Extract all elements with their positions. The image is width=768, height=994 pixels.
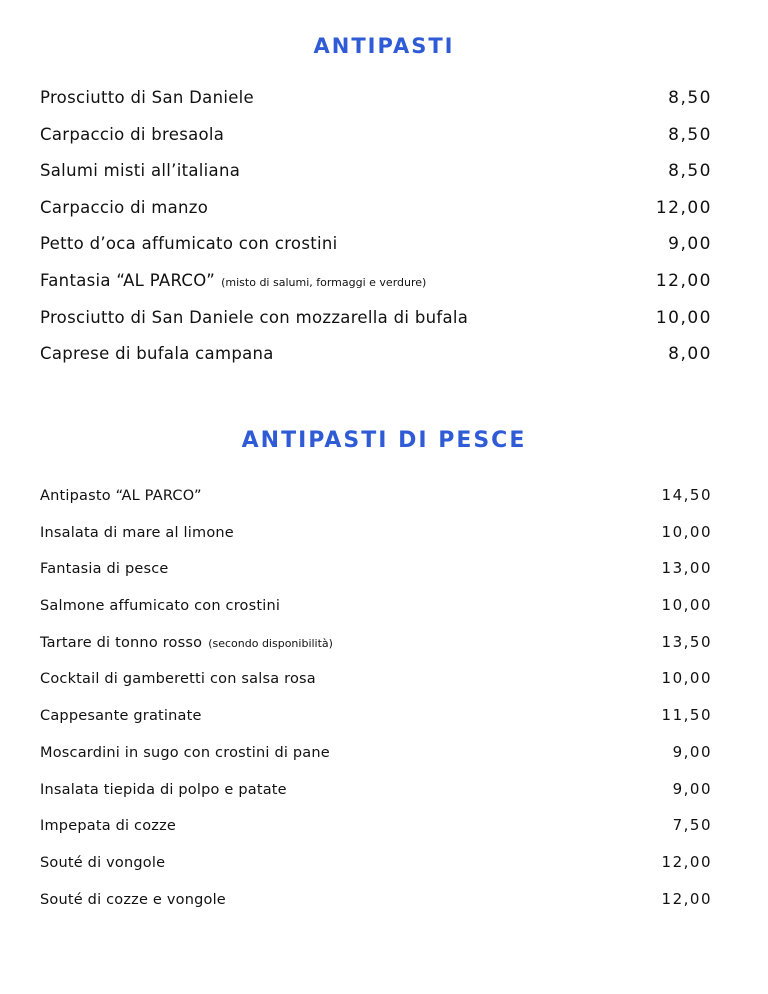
menu-item-name <box>40 708 202 724</box>
menu-item-name <box>40 488 202 504</box>
menu-item-name <box>40 818 176 834</box>
menu-item-price: 12,00 <box>655 197 712 218</box>
menu-item-name <box>40 598 280 614</box>
menu-item <box>40 523 712 560</box>
menu-item-price: 14,50 <box>661 486 712 504</box>
menu-item-name <box>40 561 169 577</box>
menu-item <box>40 161 712 198</box>
menu-item-price: 9,00 <box>672 779 712 798</box>
menu-item-name-text: Souté di vongole <box>40 854 166 871</box>
menu-item-price: 8,00 <box>668 344 712 365</box>
menu-item <box>40 669 712 706</box>
menu-item-name <box>40 525 234 541</box>
menu-item-name <box>40 88 254 107</box>
menu-item-note: (misto di salumi, formaggi e verdure) <box>221 275 427 289</box>
menu-item-name-text: Prosciutto di San Daniele <box>40 88 254 107</box>
section-title-antipasti-di-pesce: ANTIPASTI DI PESCE <box>241 428 527 453</box>
menu-item-name-text: Cocktail di gamberetti con salsa rosa <box>40 671 316 688</box>
menu-item-name <box>40 745 330 761</box>
menu-item-name-text: Carpaccio di manzo <box>40 197 209 217</box>
menu-item-price: 11,50 <box>661 706 712 725</box>
menu-item-price: 8,50 <box>668 88 712 108</box>
menu-list-antipasti <box>40 88 712 381</box>
menu-item <box>40 125 712 162</box>
menu-item-name <box>40 344 274 363</box>
menu-item-name-text: Carpaccio di bresaola <box>40 124 225 144</box>
menu-item <box>40 559 712 596</box>
menu-item <box>40 890 712 927</box>
menu-item-name-text: Salumi misti all’italiana <box>40 161 241 181</box>
menu-item <box>40 780 712 817</box>
menu-item-name-text: Insalata tiepida di polpo e patate <box>40 781 287 798</box>
menu-item-name-text: Prosciutto di San Daniele con mozzarella di bufala <box>40 307 469 327</box>
menu-item-note: (secondo disponibilità) <box>208 636 333 650</box>
menu-item <box>40 198 712 235</box>
menu-list-antipasti-di-pesce <box>40 486 712 926</box>
menu-item-name <box>40 855 165 871</box>
menu-item-name <box>40 125 224 144</box>
menu-item-price: 13,50 <box>661 632 712 651</box>
menu-item-price: 13,00 <box>661 559 712 578</box>
menu-item-price: 10,00 <box>655 307 712 328</box>
menu-item <box>40 633 712 670</box>
menu-item <box>40 743 712 780</box>
menu-item <box>40 853 712 890</box>
menu-item <box>40 706 712 743</box>
section-title-antipasti: ANTIPASTI <box>313 34 455 58</box>
menu-item <box>40 308 712 345</box>
menu-item-price: 9,00 <box>672 742 712 761</box>
menu-item-name-text: Antipasto “AL PARCO” <box>40 488 202 504</box>
menu-item <box>40 234 712 271</box>
menu-item <box>40 88 712 125</box>
menu-item-name-text: Petto d’oca affumicato con crostini <box>40 234 338 254</box>
menu-item-price: 12,00 <box>661 889 712 908</box>
menu-item-name-text: Caprese di bufala campana <box>40 344 274 364</box>
menu-item <box>40 486 712 523</box>
menu-item-price: 12,00 <box>655 270 712 291</box>
menu-item-name-text: Salmone affumicato con crostini <box>40 598 281 615</box>
menu-item-name <box>40 308 468 327</box>
menu-item-name-text: Cappesante gratinate <box>40 708 202 725</box>
menu-item-name <box>40 271 426 290</box>
menu-item-price: 7,50 <box>672 816 712 835</box>
menu-item <box>40 816 712 853</box>
menu-item-price: 8,50 <box>668 124 712 145</box>
menu-item-price: 10,00 <box>661 669 712 688</box>
menu-item-price: 9,00 <box>668 234 712 255</box>
menu-item-name-text: Fantasia di pesce <box>40 561 169 578</box>
menu-item-name <box>40 671 316 687</box>
menu-item-name <box>40 635 333 651</box>
menu-item-name-text: Souté di cozze e vongole <box>40 891 226 908</box>
menu-item <box>40 596 712 633</box>
menu-item <box>40 344 712 381</box>
menu-item-name <box>40 161 240 180</box>
menu-item-name-text: Insalata di mare al limone <box>40 524 234 541</box>
menu-item-name <box>40 198 208 217</box>
menu-item-name-text: Moscardini in sugo con crostini di pane <box>40 744 330 761</box>
menu-item-name <box>40 782 287 798</box>
menu-item-name <box>40 892 226 908</box>
menu-item-name-text: Fantasia “AL PARCO” <box>40 270 216 290</box>
menu-item-name <box>40 234 338 253</box>
menu-item-price: 10,00 <box>661 522 712 541</box>
menu-item-price: 12,00 <box>661 852 712 871</box>
menu-item-price: 8,50 <box>668 161 712 182</box>
menu-item-name-text: Impepata di cozze <box>40 818 177 835</box>
menu-item <box>40 271 712 308</box>
menu-item-price: 10,00 <box>661 596 712 615</box>
menu-item-name-text: Tartare di tonno rosso <box>40 634 203 651</box>
